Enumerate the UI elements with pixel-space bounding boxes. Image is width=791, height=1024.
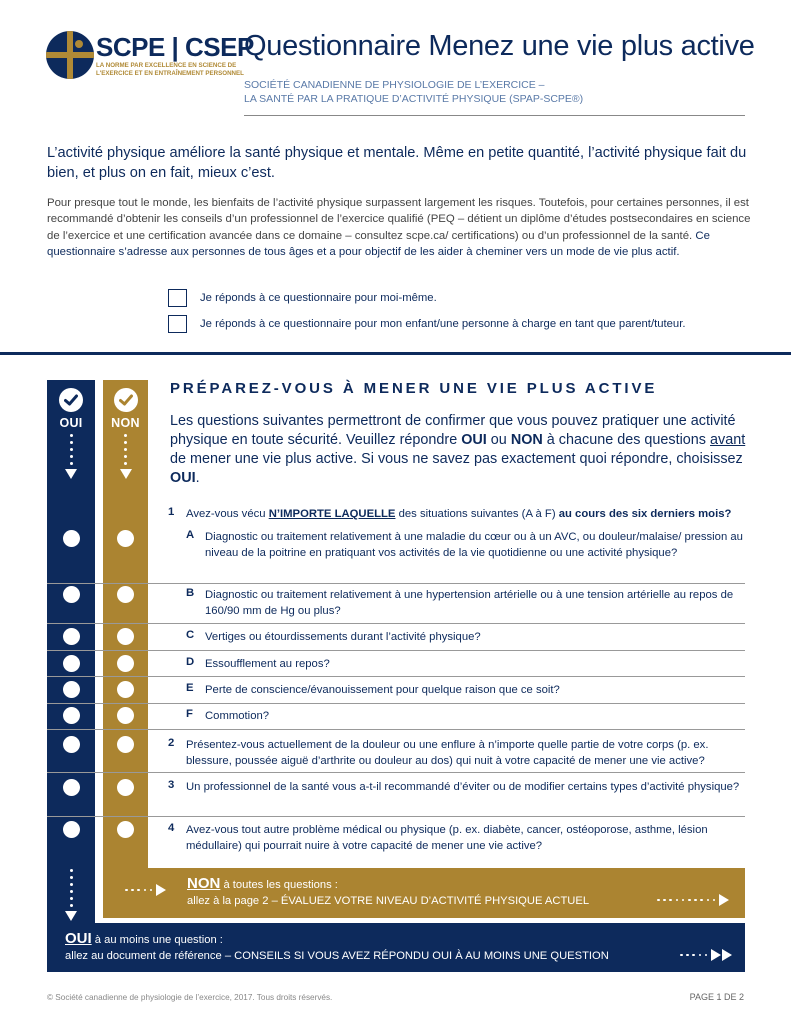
respondent-option-guardian[interactable] (168, 315, 686, 333)
question-text: Avez-vous vécu N’IMPORTE LAQUELLE des situations suivantes (A à F) au cours des six derniers mois? (186, 508, 732, 520)
intro-highlight: Ce questionnaire s’adresse aux personnes de tous âges et a pour objectif de les aider à cheminer vers un mode de vie plus actif. (47, 229, 710, 258)
page-subtitle: SOCIÉTÉ CANADIENNE DE PHYSIOLOGIE DE L’EXERCICE – LA SANTÉ PAR LA PRATIQUE D’ACTIVITÉ PHYSIQUE (SPAP-SCPE®) (244, 79, 584, 105)
question-number: 2 (168, 737, 175, 749)
radio-4-non[interactable] (117, 821, 134, 838)
checkbox-guardian[interactable] (168, 315, 187, 333)
radio-1d-oui[interactable] (63, 655, 80, 672)
checkbox-label: Je réponds à ce questionnaire pour moi-même. (200, 292, 437, 304)
dotted-arrow-right-icon (657, 894, 729, 906)
radio-3-non[interactable] (117, 779, 134, 796)
radio-1d-non[interactable] (117, 655, 134, 672)
question-number: 1 (168, 506, 175, 518)
question-1e (148, 682, 745, 702)
oui-outcome-text: OUI à au moins une question : allez au document de référence – CONSEILS SI VOUS AVEZ RÉPONDU OUI À AU MOINS UNE QUESTION (65, 930, 609, 962)
non-keyword: NON (187, 875, 221, 892)
checkbox-self[interactable] (168, 289, 187, 307)
question-text: Diagnostic ou traitement relativement à une hypertension artérielle ou à une tension artérielle au repos de 160/90 mm de Hg ou plus? (205, 589, 734, 618)
logo-emblem-icon (46, 31, 94, 79)
arrow-down-icon (65, 911, 77, 921)
radio-4-oui[interactable] (63, 821, 80, 838)
row-divider (47, 676, 745, 677)
oui-column-label: OUI (59, 416, 83, 430)
non-outcome-text: NON à toutes les questions : allez à la page 2 – ÉVALUEZ VOTRE NIVEAU D’ACTIVITÉ PHYSIQUE ACTUEL (187, 875, 590, 907)
dotted-line-icon (69, 869, 73, 911)
row-divider (47, 703, 745, 704)
logo-tagline: LA NORME PAR EXCELLENCE EN SCIENCE DE L'EXERCICE ET EN ENTRAÎNEMENT PERSONNEL (96, 62, 244, 77)
page-number: PAGE 1 DE 2 (689, 992, 744, 1002)
non-column-label: NON (111, 416, 140, 430)
radio-1f-oui[interactable] (63, 707, 80, 724)
radio-3-oui[interactable] (63, 779, 80, 796)
dotted-arrow-right-icon (125, 884, 166, 896)
copyright-notice: © Société canadienne de physiologie de l’exercice, 2017. Tous droits réservés. (47, 993, 333, 1002)
lead-paragraph: L’activité physique améliore la santé physique et mentale. Même en petite quantité, l’activité physique fait du bien, et plus on en fait, mieux c’est. (47, 145, 747, 181)
checkmark-icon (59, 388, 83, 412)
sub-letter: A (186, 529, 195, 541)
checkmark-icon (114, 388, 138, 412)
question-1f (148, 708, 745, 728)
dotted-line-icon (124, 434, 128, 469)
row-divider (47, 650, 745, 651)
sub-letter: B (186, 587, 195, 599)
arrow-down-icon (120, 469, 132, 479)
question-text: Avez-vous tout autre problème médical ou physique (p. ex. diabète, cancer, ostéoporose, asthme, lésion médullaire) qui pourrait nuire à votre capacité de mener une vie active? (186, 824, 708, 853)
question-text: Perte de conscience/évanouissement pour quelque raison que ce soit? (205, 684, 560, 696)
question-2 (148, 737, 745, 773)
question-1 (148, 506, 745, 526)
question-1d (148, 656, 745, 676)
question-1b (148, 587, 745, 623)
question-text: Essoufflement au repos? (205, 658, 330, 670)
question-text: Diagnostic ou traitement relativement à une maladie du cœur ou à un AVC, ou douleur/malaise/ pression au niveau de la poitrine en pratiquant vos activités de la vie quotidienne ou une activité physique? (205, 531, 743, 560)
row-divider (47, 623, 745, 624)
oui-column (47, 380, 95, 923)
question-1a (148, 529, 745, 583)
logo-wordmark: SCPE | CSEP (96, 32, 254, 62)
question-3 (148, 779, 745, 815)
radio-1e-oui[interactable] (63, 681, 80, 698)
sub-letter: C (186, 629, 195, 641)
radio-1e-non[interactable] (117, 681, 134, 698)
section-heading: PRÉPAREZ-VOUS À MENER UNE VIE PLUS ACTIVE (170, 380, 658, 397)
question-text: Présentez-vous actuellement de la douleur ou une enflure à n’importe quelle partie de votre corps (p. ex. blessure, poussée aiguë d’arthrite ou douleur au dos) qui nuit à votre capacité de mener une vie active? (186, 739, 709, 768)
header-rule (244, 115, 745, 116)
radio-1b-non[interactable] (117, 586, 134, 603)
radio-1a-non[interactable] (117, 530, 134, 547)
radio-1c-oui[interactable] (63, 628, 80, 645)
checkbox-label: Je réponds à ce questionnaire pour mon enfant/une personne à charge en tant que parent/tuteur. (200, 318, 686, 330)
radio-1c-non[interactable] (117, 628, 134, 645)
sub-letter: F (186, 708, 193, 720)
row-divider (47, 729, 745, 730)
arrow-down-icon (65, 469, 77, 479)
row-divider (47, 583, 745, 584)
page-title: Questionnaire Menez une vie plus active (244, 30, 755, 62)
section-intro: Les questions suivantes permettront de confirmer que vous pouvez pratiquer une activité physique en toute sécurité. Veuillez répondre OUI ou NON à chacune des questions avant de mener une vie plus active. Si vous ne savez pas exactement quoi répondre, choisissez OUI. (170, 413, 746, 486)
double-arrow-right-icon (680, 949, 732, 961)
radio-1f-non[interactable] (117, 707, 134, 724)
question-number: 4 (168, 822, 175, 834)
radio-1b-oui[interactable] (63, 586, 80, 603)
oui-keyword: OUI (65, 930, 92, 947)
sub-letter: E (186, 682, 194, 694)
question-text: Vertiges ou étourdissements durant l’activité physique? (205, 631, 481, 643)
sub-letter: D (186, 656, 195, 668)
radio-2-non[interactable] (117, 736, 134, 753)
question-text: Commotion? (205, 710, 270, 722)
respondent-option-self[interactable] (168, 289, 437, 307)
csep-logo (46, 31, 254, 81)
dotted-line-icon (69, 434, 73, 469)
radio-1a-oui[interactable] (63, 530, 80, 547)
intro-paragraph: Pour presque tout le monde, les bienfaits de l’activité physique surpassent largement les risques. Toutefois, pour certaines personnes, il est recommandé d’obtenir les conseils d’un professionnel de l’exercice qualifié (PEQ – détient un diplôme d’études postsecondaires en science de l’exercice et une certification avancée dans ce domaine – consultez scpe.ca/ certifications) ou d’un professionnel de la santé. Ce questionnaire s’adresse aux personnes de tous âges et a pour objectif de les aider à cheminer vers un mode de vie plus actif. (47, 197, 751, 258)
section-divider (0, 352, 791, 355)
radio-2-oui[interactable] (63, 736, 80, 753)
row-divider (47, 816, 745, 817)
question-number: 3 (168, 779, 175, 791)
question-4 (148, 822, 745, 858)
question-1c (148, 629, 745, 649)
question-text: Un professionnel de la santé vous a-t-il recommandé d’éviter ou de modifier certains types d’activité physique? (186, 781, 740, 793)
